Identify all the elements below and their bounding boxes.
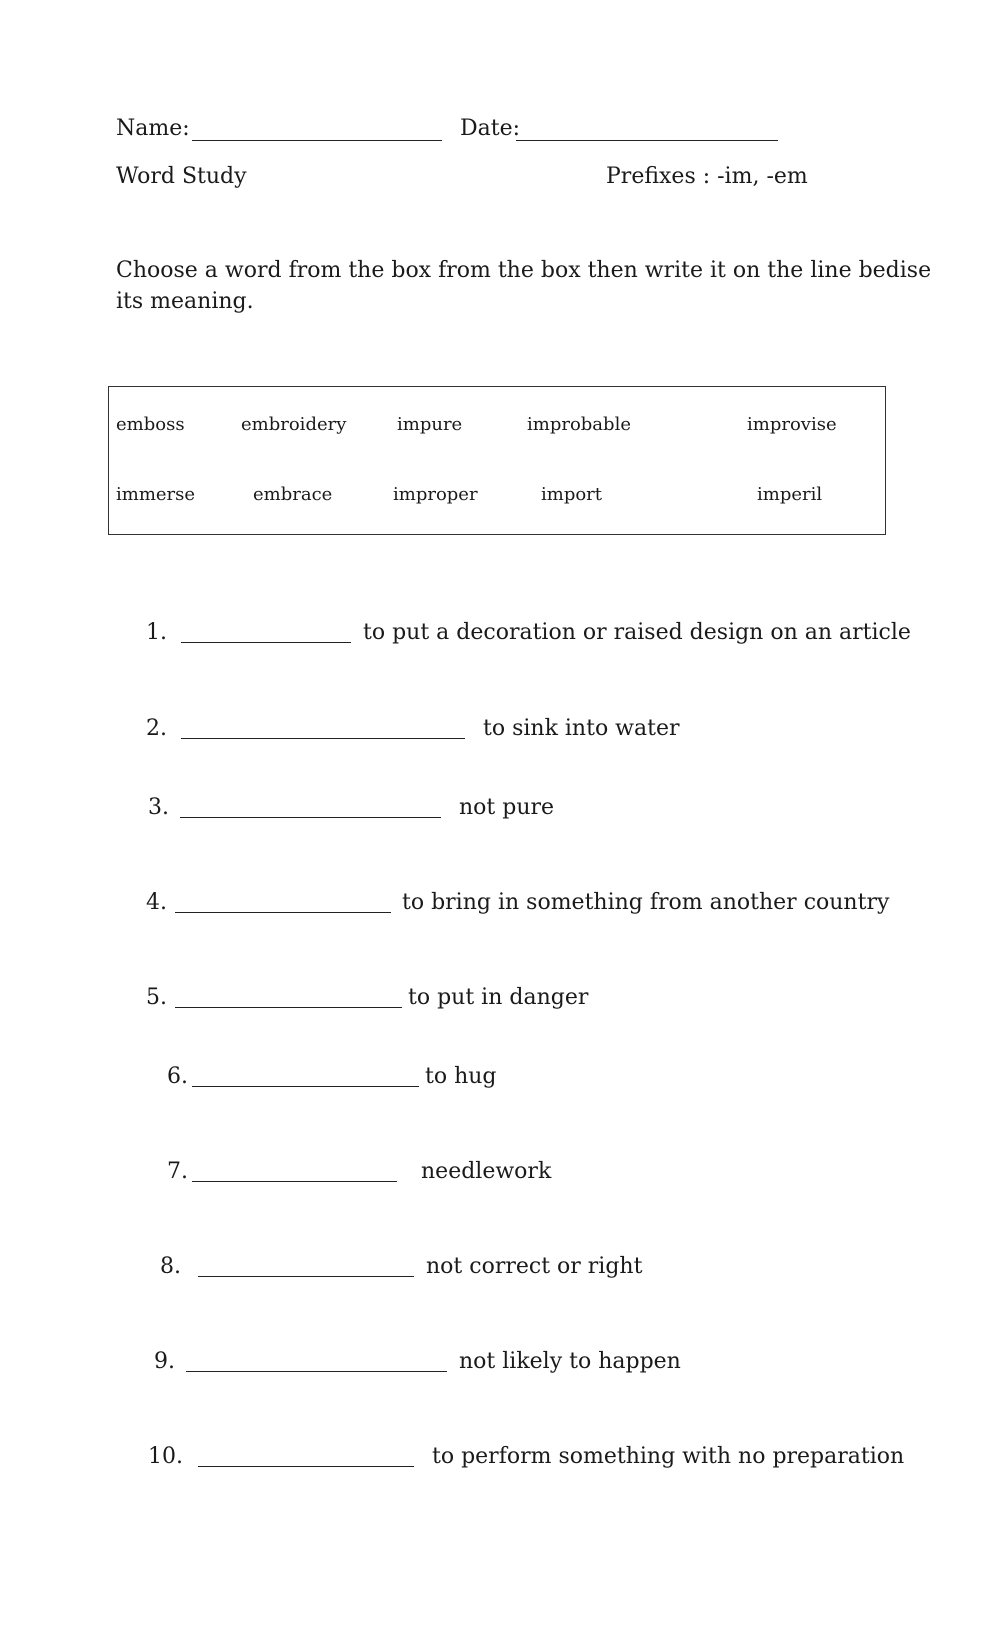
question-number: 4. <box>146 890 167 915</box>
question-definition: needlework <box>421 1159 552 1184</box>
question-definition: to sink into water <box>483 716 680 741</box>
question-number: 3. <box>148 795 169 820</box>
question-definition: not pure <box>459 795 555 820</box>
answer-line[interactable] <box>186 1371 447 1372</box>
question-number: 10. <box>148 1444 183 1469</box>
word-bank-item: improper <box>393 484 478 505</box>
subject-title: Word Study <box>116 164 247 189</box>
question-number: 2. <box>146 716 167 741</box>
word-bank-item: import <box>541 484 603 505</box>
answer-line[interactable] <box>180 817 441 818</box>
instructions-line-2: its meaning. <box>116 289 254 314</box>
question-definition: to hug <box>425 1064 497 1089</box>
question-number: 5. <box>146 985 167 1010</box>
word-bank-item: improbable <box>527 414 631 435</box>
answer-line[interactable] <box>192 1181 397 1182</box>
answer-line[interactable] <box>181 642 351 643</box>
word-bank-item: impure <box>397 414 463 435</box>
date-label: Date: <box>460 116 521 141</box>
answer-line[interactable] <box>198 1466 414 1467</box>
topic-title: Prefixes : -im, -em <box>606 164 808 189</box>
question-definition: to put in danger <box>408 985 589 1010</box>
instructions-line-1: Choose a word from the box from the box then write it on the line bedise <box>116 258 932 283</box>
word-bank-box <box>108 386 886 535</box>
answer-line[interactable] <box>192 1086 419 1087</box>
question-definition: to perform something with no preparation <box>432 1444 905 1469</box>
name-label: Name: <box>116 116 190 141</box>
word-bank-item: embrace <box>253 484 333 505</box>
question-number: 9. <box>154 1349 175 1374</box>
question-definition: not correct or right <box>426 1254 643 1279</box>
name-answer-line[interactable] <box>192 140 442 141</box>
question-number: 6. <box>167 1064 188 1089</box>
word-bank-item: embroidery <box>241 414 347 435</box>
question-definition: to put a decoration or raised design on an article <box>363 620 911 645</box>
question-definition: not likely to happen <box>459 1349 681 1374</box>
word-bank-item: improvise <box>747 414 837 435</box>
answer-line[interactable] <box>181 738 465 739</box>
question-number: 1. <box>146 620 167 645</box>
date-answer-line[interactable] <box>516 140 778 141</box>
question-definition: to bring in something from another country <box>402 890 890 915</box>
word-bank-item: emboss <box>116 414 185 435</box>
answer-line[interactable] <box>198 1276 414 1277</box>
answer-line[interactable] <box>175 1007 402 1008</box>
word-bank-item: imperil <box>757 484 823 505</box>
word-bank-item: immerse <box>116 484 196 505</box>
question-number: 8. <box>160 1254 181 1279</box>
answer-line[interactable] <box>175 912 391 913</box>
question-number: 7. <box>167 1159 188 1184</box>
